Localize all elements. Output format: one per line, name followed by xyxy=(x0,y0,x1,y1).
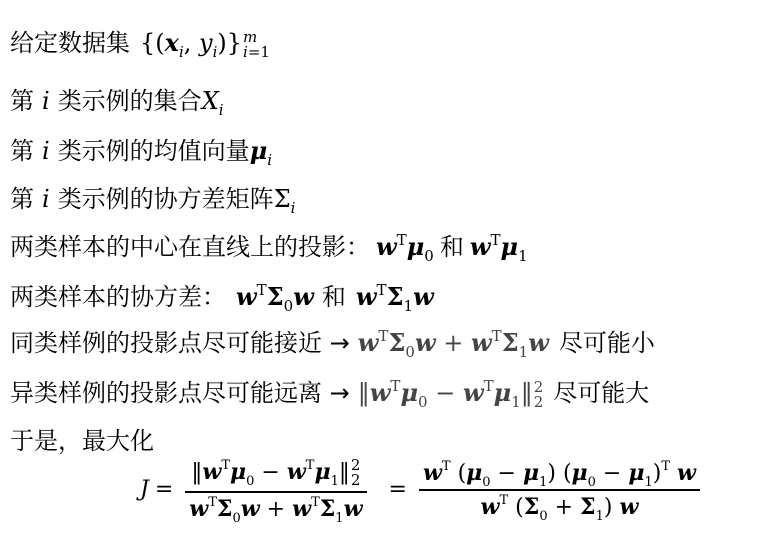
text-class-mean: 类示例的均值向量 xyxy=(57,137,250,165)
math-within-sum: $w^T\Sigma_0w + w^T\Sigma_1w$ xyxy=(357,327,549,361)
text-and: 和 xyxy=(321,283,346,311)
text-di: 第 xyxy=(10,185,34,213)
text-dataset: 给定数据集 xyxy=(10,29,130,57)
math-sigmai: $\Sigma_i$ xyxy=(273,185,296,217)
math-J: J xyxy=(140,477,149,503)
text-and: 和 xyxy=(439,233,464,261)
fraction-J-1: $‖w^T\mu_0$ − $w^T\mu_1‖$ 2 2 $w^T\Sigma_0w + w^T\Sigma_1w$ xyxy=(185,458,366,522)
math-i: i xyxy=(42,87,50,115)
line-between-class xyxy=(10,378,649,411)
text-as-small: 尽可能小 xyxy=(558,329,655,357)
fraction-J-2: $\frac{w^T (\mu_0 - \mu_1) (\mu_0 - \mu_1)^T w}{w^T (\Sigma_0 + \Sigma_1) w}$ xyxy=(419,460,700,520)
line-class-cov xyxy=(10,184,295,217)
text-class-set: 类示例的集合 xyxy=(57,87,202,115)
math-wTS1w: $w^T\Sigma_1w$ xyxy=(355,281,434,315)
line-maximize xyxy=(10,426,154,456)
math-i: i xyxy=(42,137,50,165)
math-wTmu0: $w^T\mu_0$ xyxy=(376,231,434,265)
line-projection-cov xyxy=(10,282,434,315)
formula-J: J = $‖w^T\mu_0$ − $w^T\mu_1‖$ 2 2 $w^T\Sigma_0w + w^T\Sigma_1w$ = $\frac{w^T (\mu_0 - \mu_1) (\mu_0 - \mu_1)^T w}{w^T (\Sigma_0 + \Sigma_1) w}$ xyxy=(140,458,706,522)
text-di: 第 xyxy=(10,87,34,115)
line-within-class xyxy=(10,328,655,361)
math-wTmu1: $w^T\mu_1$ xyxy=(469,231,528,265)
math-between-norm: $‖w^T\mu_0$ − $w^T\mu_1‖$ 2 2 xyxy=(357,377,544,411)
math-mui: $\mu_i$ xyxy=(249,136,273,169)
text-class-cov: 类示例的协方差矩阵 xyxy=(57,185,274,213)
line-class-mean xyxy=(10,136,272,169)
text-maximize: 于是，最大化 xyxy=(10,427,154,455)
line-dataset xyxy=(10,28,270,61)
math-i: i xyxy=(42,185,50,213)
line-class-set xyxy=(10,86,224,119)
text-as-large: 尽可能大 xyxy=(553,379,650,407)
math-dataset: {($x_i$, $y_i$)} m i=1 xyxy=(140,27,270,61)
line-projection-centers xyxy=(10,232,528,265)
text-within-class: 同类样例的投影点尽可能接近 → xyxy=(10,329,350,357)
text-di: 第 xyxy=(10,137,34,165)
math-Xi: $X_i$ xyxy=(201,87,224,119)
text-projection-cov: 两类样本的协方差： xyxy=(10,283,226,311)
text-projection-centers: 两类样本的中心在直线上的投影： xyxy=(10,233,370,261)
text-between-class: 异类样例的投影点尽可能远离 → xyxy=(10,379,350,407)
math-wTS0w: $w^T\Sigma_0w$ xyxy=(236,281,314,315)
